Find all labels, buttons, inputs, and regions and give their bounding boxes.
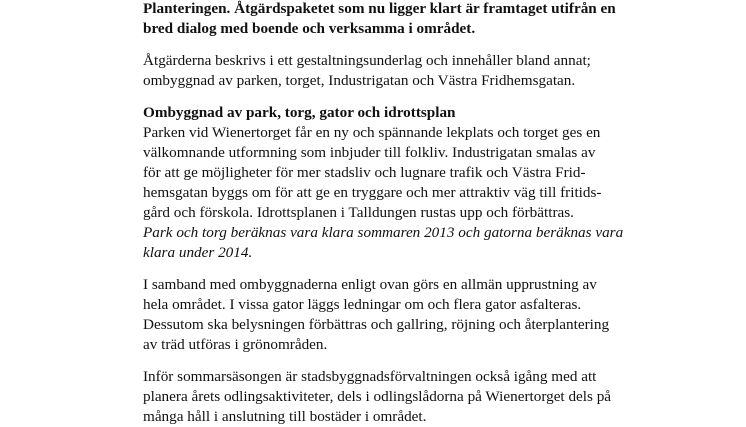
summer-line-3: många håll i anslutning till bostäder i området. [143,408,427,425]
rebuild-line-2: välkomnande utformning som inbjuder till folkliv. Industrigatan smalas av [143,144,596,161]
rebuild-line-5: gård och förskola. Idrottsplanen i Talldungen rustas upp och förbättras. [143,204,574,221]
rebuild-line-3: för att ge möjligheter för mer stadsliv och lugnare trafik och Västra Frid- [143,164,586,181]
rebuild-line-4: hemsgatan byggs om för att ge en tryggare och mer attraktiv väg till fritids- [143,184,602,201]
renovation-line-1: I samband med ombyggnaderna enligt ovan görs en allmän upprustning av [143,276,597,293]
section-heading: Ombyggnad av park, torg, gator och idrottsplan [143,104,456,121]
intro-line-1: Planteringen. Åtgärdspaketet som nu ligger klart är framtaget utifrån en [143,0,616,17]
rebuild-line-1: Parken vid Wienertorget får en ny och spännande lekplats och torget ges en [143,124,601,141]
renovation-line-3: Dessutom ska belysningen förbättras och gallring, röjning och återplantering [143,316,610,333]
summer-line-2: planera årets odlingsaktiviteter, dels i odlingslådorna på Wienertorget dels på [143,388,612,405]
measures-line-1: Åtgärderna beskrivs i ett gestaltningsunderlag och innehåller bland annat; [143,52,591,69]
renovation-line-2: hela området. I vissa gator läggs ledningar om och flera gator asfalteras. [143,296,582,313]
measures-line-2: ombyggnad av parken, torget, Industrigatan och Västra Fridhemsgatan. [143,72,576,89]
summer-line-1: Inför sommarsäsongen är stadsbyggnadsförvaltningen också igång med att [143,368,597,385]
schedule-line-1: Park och torg beräknas vara klara sommaren 2013 och gatorna beräknas vara [143,224,624,241]
renovation-line-4: av träd utföras i grönområden. [143,336,328,353]
schedule-line-2: klara under 2014. [143,244,253,261]
intro-line-2: bred dialog med boende och verksamma i området. [143,20,476,37]
